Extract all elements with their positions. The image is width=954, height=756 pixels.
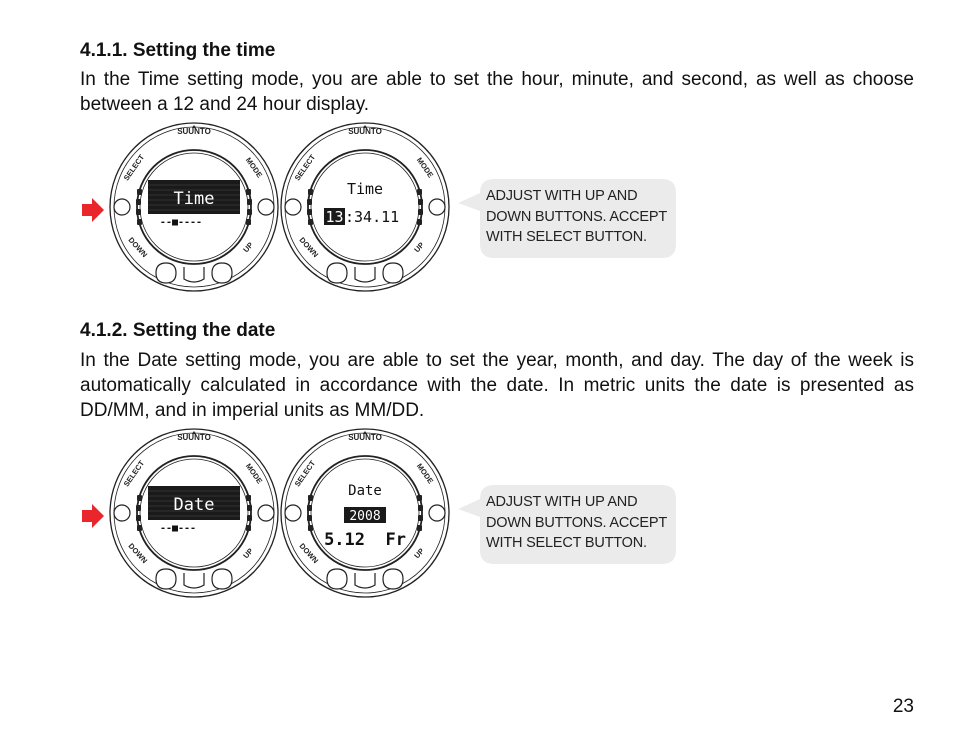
- mode-label: MODE: [243, 461, 265, 486]
- select-label: SELECT: [292, 458, 318, 489]
- lcd-rest-text: 5.12 Fr: [324, 530, 406, 550]
- up-label: UP: [241, 240, 255, 255]
- watch-1-date: [110, 429, 278, 597]
- section-body-time: In the Time setting mode, you are able to set the hour, minute, and second, as well as choose between a 12 and 24 hour display.: [80, 69, 914, 115]
- lcd-main-text: Date: [348, 483, 382, 499]
- up-label: UP: [241, 546, 255, 561]
- watch-1-time: [110, 123, 278, 291]
- figure-time-setting: [78, 118, 688, 293]
- select-label: SELECT: [292, 152, 318, 183]
- mode-label: MODE: [414, 155, 436, 180]
- figure-date-setting: [78, 424, 688, 599]
- up-label: UP: [412, 240, 426, 255]
- pointer-arrow-icon: [82, 198, 104, 222]
- section-heading-time: 4.1.1. Setting the time: [80, 40, 276, 61]
- select-label: SELECT: [121, 458, 147, 489]
- lcd-main-text: Time: [346, 180, 384, 198]
- brand-label: SUUNTO: [348, 433, 382, 442]
- down-label: DOWN: [297, 541, 321, 566]
- mode-label: MODE: [414, 461, 436, 486]
- watch-2-date: [281, 429, 449, 597]
- section-body-date: In the Date setting mode, you are able to set the year, month, and day. The day of the week is automatically calculated in accordance with the date. In metric units the date is presented as DD/MM, and in imperial units as MM/DD.: [80, 350, 914, 421]
- lcd-sub-text: --■----: [159, 217, 203, 228]
- pointer-arrow-icon: [82, 504, 104, 528]
- brand-label: SUUNTO: [348, 127, 382, 136]
- up-label: UP: [412, 546, 426, 561]
- callout-text: ADJUST WITH UP AND DOWN BUTTONS. ACCEPT WITH SELECT BUTTON.: [486, 188, 668, 245]
- watch-2-time: [281, 123, 449, 291]
- lcd-main-text: Time: [173, 189, 215, 209]
- section-heading-date: 4.1.2. Setting the date: [80, 320, 276, 341]
- down-label: DOWN: [126, 235, 150, 260]
- down-label: DOWN: [297, 235, 321, 260]
- select-label: SELECT: [121, 152, 147, 183]
- down-label: DOWN: [126, 541, 150, 566]
- lcd-main-text: Date: [173, 495, 215, 515]
- lcd-highlight-text: 13: [325, 208, 344, 226]
- page-number: 23: [892, 696, 914, 717]
- brand-label: SUUNTO: [177, 127, 211, 136]
- brand-label: SUUNTO: [177, 433, 211, 442]
- lcd-highlight-text: 2008: [349, 509, 381, 524]
- mode-label: MODE: [243, 155, 265, 180]
- callout-text: ADJUST WITH UP AND DOWN BUTTONS. ACCEPT WITH SELECT BUTTON.: [486, 494, 668, 551]
- lcd-sub-text: --■---: [159, 523, 197, 534]
- lcd-rest-text: :34.11: [345, 208, 400, 226]
